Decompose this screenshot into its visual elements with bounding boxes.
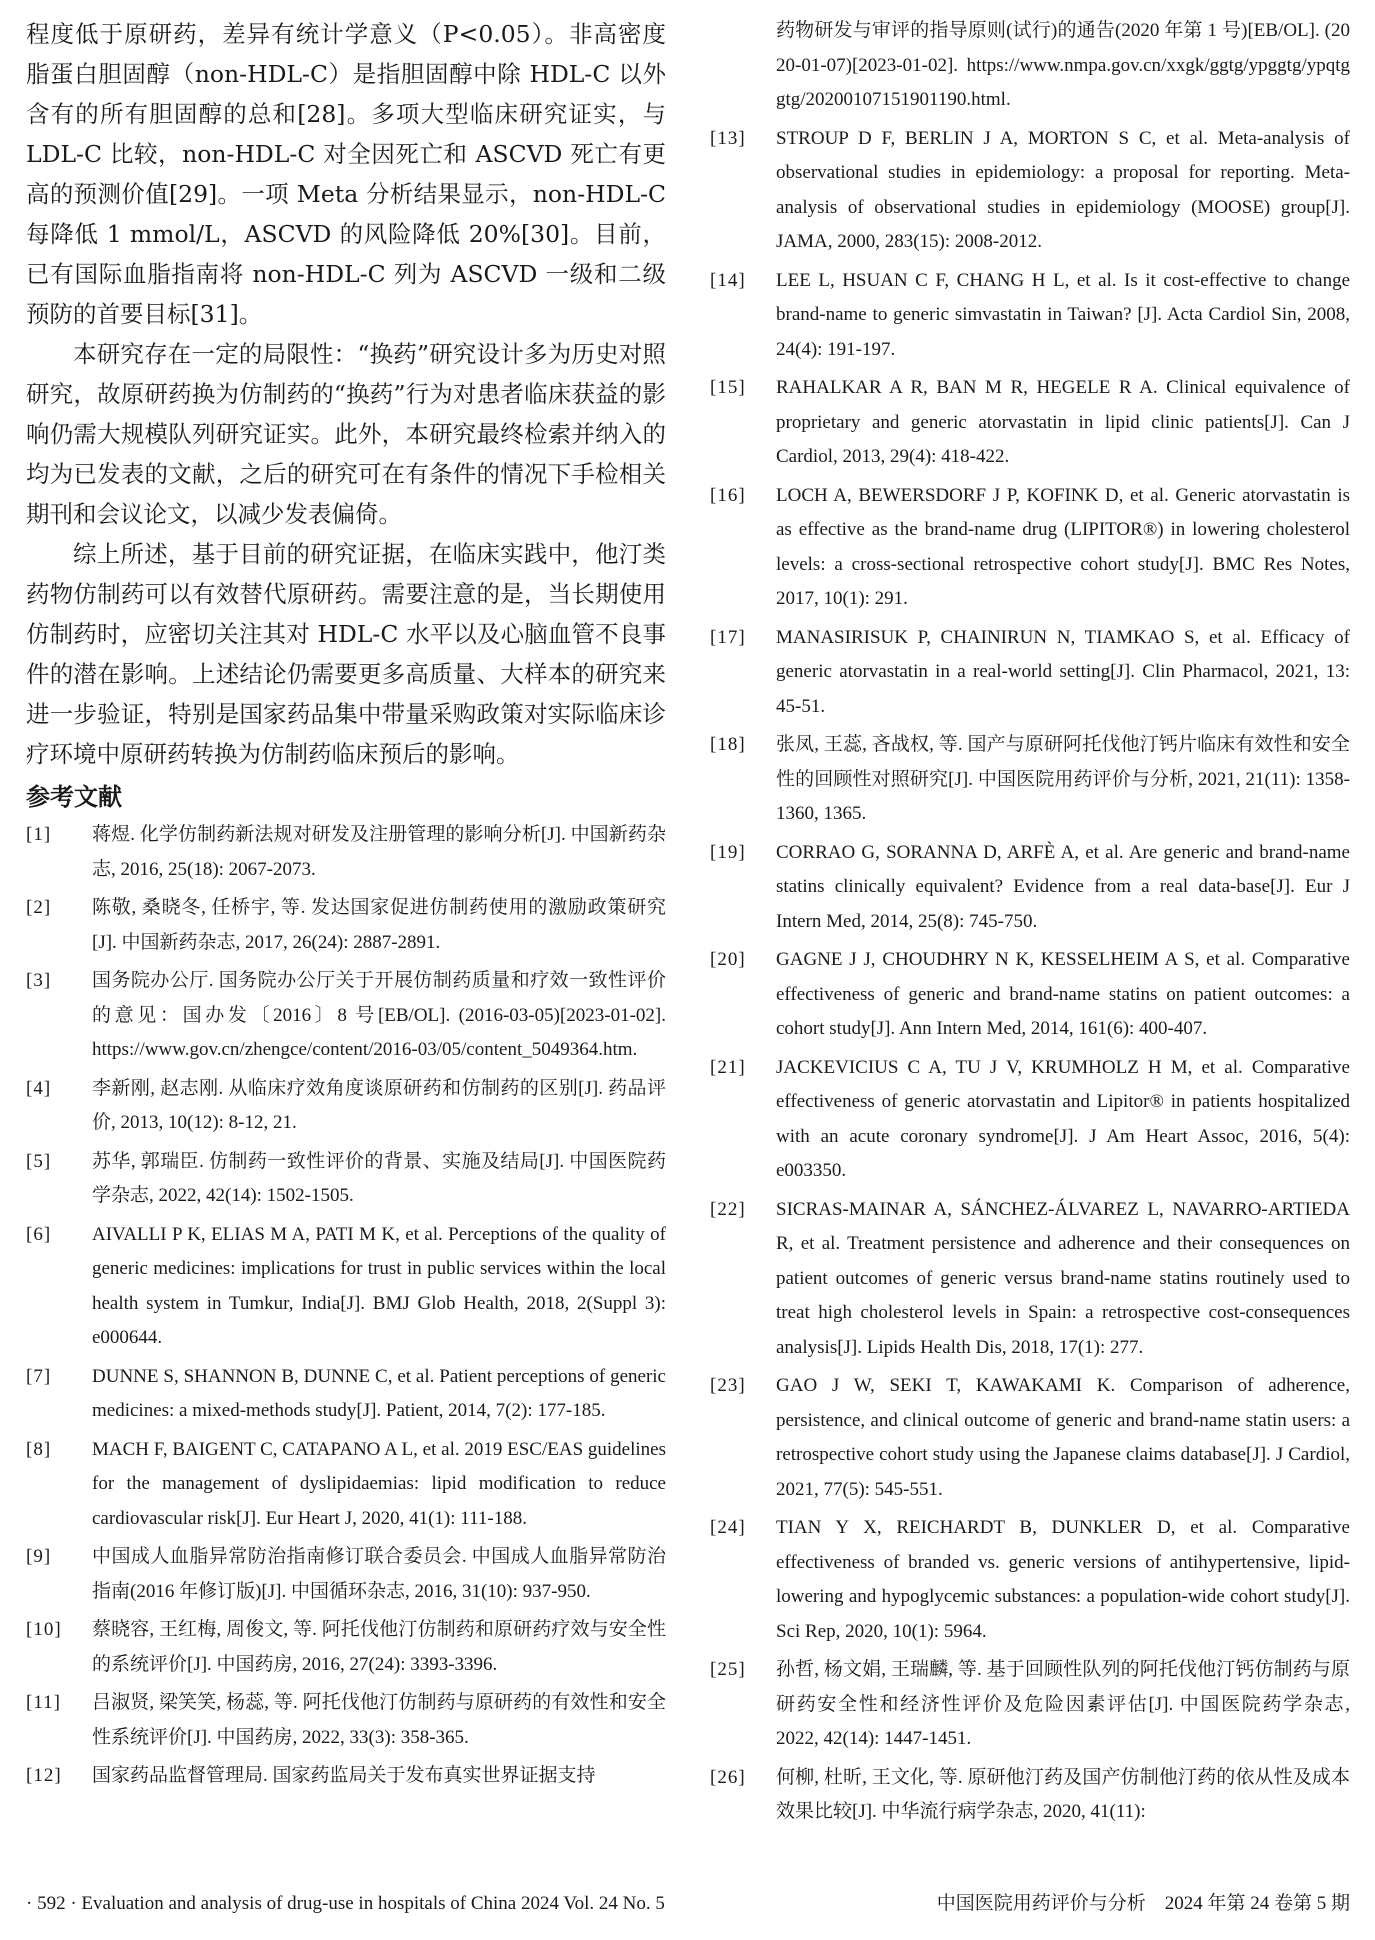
reference-number: [9] [26, 1546, 52, 1567]
reference-item [26, 1759, 666, 1794]
reference-number: [23] [710, 1375, 746, 1396]
reference-item [710, 122, 1350, 260]
reference-text: SICRAS-MAINAR A, SÁNCHEZ-ÁLVAREZ L, NAVARRO-ARTIEDA R, et al. Treatment persistence and adherence and their consequences on patient outcomes of generic versus brand-name statins routinely used to treat high cholesterol levels in Spain: a retrospective cost-consequences analysis[J]. Lipids Health Dis, 2018, 17(1): 277. [776, 1198, 1350, 1358]
reference-number: [15] [710, 377, 746, 398]
reference-item [26, 1360, 666, 1429]
reference-item [710, 479, 1350, 617]
reference-number: [21] [710, 1056, 746, 1078]
page-footer [26, 1888, 1350, 1920]
reference-number: [24] [710, 1517, 746, 1538]
reference-number: [6] [26, 1223, 52, 1245]
reference-text: 孙哲, 杨文娟, 王瑞麟, 等. 基于回顾性队列的阿托伐他汀钙仿制药与原研药安全性和经济性评价及危险因素评估[J]. 中国医院药学杂志, 2022, 42(14): 1447-1451. [776, 1659, 1350, 1749]
reference-item [710, 1193, 1350, 1366]
reference-text: LEE L, HSUAN C F, CHANG H L, et al. Is it cost-effective to change brand-name to generic simvastatin in Taiwan? [J]. Acta Cardiol Sin, 2008, 24(4): 191-197. [776, 269, 1350, 360]
reference-number: [8] [26, 1438, 52, 1460]
reference-number: [19] [710, 841, 746, 863]
reference-text: 何柳, 杜昕, 王文化, 等. 原研他汀药及国产仿制他汀药的依从性及成本效果比较[J]. 中华流行病学杂志, 2020, 41(11): [776, 1766, 1350, 1822]
reference-text: JACKEVICIUS C A, TU J V, KRUMHOLZ H M, et al. Comparative effectiveness of generic atorvastatin and Lipitor® in patients hospitalized with an acute coronary syndrome[J]. J Am Heart Assoc, 2016, 5(4): e003350. [776, 1056, 1350, 1181]
reference-item [710, 836, 1350, 940]
reference-number: [11] [26, 1692, 61, 1713]
reference-text: 吕淑贤, 梁笑笑, 杨蕊, 等. 阿托伐他汀仿制药与原研药的有效性和安全性系统评价[J]. 中国药房, 2022, 33(3): 358-365. [92, 1692, 666, 1748]
reference-list-right [710, 122, 1350, 1830]
reference-number: [22] [710, 1198, 746, 1220]
reference-item [26, 1613, 666, 1682]
reference-item [26, 1072, 666, 1141]
reference-text: 蔡晓容, 王红梅, 周俊文, 等. 阿托伐他汀仿制药和原研药疗效与安全性的系统评价[J]. 中国药房, 2016, 27(24): 3393-3396. [92, 1619, 666, 1675]
reference-number: [16] [710, 484, 746, 506]
reference-item [26, 1540, 666, 1609]
reference-item [710, 264, 1350, 368]
reference-text: CORRAO G, SORANNA D, ARFÈ A, et al. Are generic and brand-name statins clinically equivalent? Evidence from a real data-base[J]. Eur J Intern Med, 2014, 25(8): 745-750. [776, 841, 1350, 932]
reference-number: [12] [26, 1765, 62, 1786]
right-column [710, 14, 1350, 1834]
reference-item [26, 891, 666, 960]
reference-item [26, 1218, 666, 1356]
reference-list-left [26, 818, 666, 1794]
reference-item [26, 1686, 666, 1755]
reference-number: [20] [710, 949, 746, 970]
reference-number: [18] [710, 734, 746, 755]
body-paragraph-1: 程度低于原研药，差异有统计学意义（P<0.05）。非高密度脂蛋白胆固醇（non-HDL-C）是指胆固醇中除 HDL-C 以外含有的所有胆固醇的总和[28]。多项大型临床研究证实，与 LDL-C 比较，non-HDL-C 对全因死亡和 ASCVD 死亡有更高的预测价值[29]。一项 Meta 分析结果显示，non-HDL-C 每降低 1 mmol/L，ASCVD 的风险降低 20%[30]。目前，已有国际血脂指南将 non-HDL-C 列为 ASCVD 一级和二级预防的首要目标[31]。 [26, 20, 666, 328]
reference-item [710, 371, 1350, 475]
reference-text: TIAN Y X, REICHARDT B, DUNKLER D, et al. Comparative effectiveness of branded vs. generic versions of antihypertensive, lipid-lowering and hypoglycemic substances: a population-wide cohort study[J]. Sci Rep, 2020, 10(1): 5964. [776, 1517, 1350, 1642]
reference-item [26, 1433, 666, 1537]
reference-number: [4] [26, 1077, 52, 1099]
reference-text: GAO J W, SEKI T, KAWAKAMI K. Comparison of adherence, persistence, and clinical outcome of generic and brand-name statin users: a retrospective cohort study using the Japanese claims database[J]. J Cardiol, 2021, 77(5): 545-551. [776, 1375, 1350, 1500]
reference-item [26, 818, 666, 887]
reference-number: [5] [26, 1150, 52, 1172]
reference-text: 蒋煜. 化学仿制药新法规对研发及注册管理的影响分析[J]. 中国新药杂志, 2016, 25(18): 2067-2073. [92, 824, 666, 880]
reference-item [26, 964, 666, 1068]
reference-number: [14] [710, 269, 746, 291]
reference-text: 中国成人血脂异常防治指南修订联合委员会. 中国成人血脂异常防治指南(2016 年修订版)[J]. 中国循环杂志, 2016, 31(10): 937-950. [92, 1546, 666, 1602]
reference-item [710, 1051, 1350, 1189]
reference-text: RAHALKAR A R, BAN M R, HEGELE R A. Clinical equivalence of proprietary and generic atorvastatin in lipid clinic patients[J]. Can J Cardiol, 2013, 29(4): 418-422. [776, 377, 1350, 467]
reference-text: 张凤, 王蕊, 吝战权, 等. 国产与原研阿托伐他汀钙片临床有效性和安全性的回顾性对照研究[J]. 中国医院用药评价与分析, 2021, 21(11): 1358-1360, 1365. [776, 734, 1350, 824]
references-heading: 参考文献 [26, 783, 122, 811]
footer-journal-english: · 592 · Evaluation and analysis of drug-use in hospitals of China 2024 Vol. 24 No. 5 [26, 1893, 665, 1914]
reference-item [710, 943, 1350, 1047]
reference-item [710, 1369, 1350, 1507]
body-paragraph-2: 本研究存在一定的局限性：“换药”研究设计多为历史对照研究，故原研药换为仿制药的“换药”行为对患者临床获益的影响仍需大规模队列研究证实。此外，本研究最终检索并纳入的均为已发表的文献，之后的研究可在有条件的情况下手检相关期刊和会议论文，以减少发表偏倚。 [26, 340, 666, 528]
reference-12-continuation: 药物研发与审评的指导原则(试行)的通告(2020 年第 1 号)[EB/OL]. (2020-01-07)[2023-01-02]. https://www.nmpa.gov.cn/xxgk/ggtg/ypggtg/ypqtggtg/20200107151901190.html. [776, 20, 1350, 110]
body-paragraph-3: 综上所述，基于目前的研究证据，在临床实践中，他汀类药物仿制药可以有效替代原研药。需要注意的是，当长期使用仿制药时，应密切关注其对 HDL-C 水平以及心脑血管不良事件的潜在影响。上述结论仍需要更多高质量、大样本的研究来进一步验证，特别是国家药品集中带量采购政策对实际临床诊疗环境中原研药转换为仿制药临床预后的影响。 [26, 540, 666, 768]
reference-text: 苏华, 郭瑞臣. 仿制药一致性评价的背景、实施及结局[J]. 中国医院药学杂志, 2022, 42(14): 1502-1505. [92, 1150, 666, 1206]
reference-text: 李新刚, 赵志刚. 从临床疗效角度谈原研药和仿制药的区别[J]. 药品评价, 2013, 10(12): 8-12, 21. [92, 1077, 666, 1133]
reference-item [710, 1511, 1350, 1649]
reference-number: [1] [26, 824, 52, 845]
reference-number: [13] [710, 127, 746, 149]
reference-item [710, 621, 1350, 725]
footer-journal-chinese: 中国医院用药评价与分析 2024 年第 24 卷第 5 期 [936, 1893, 1350, 1914]
reference-number: [2] [26, 897, 52, 918]
reference-item [710, 728, 1350, 832]
reference-text: MACH F, BAIGENT C, CATAPANO A L, et al. 2019 ESC/EAS guidelines for the management of dyslipidaemias: lipid modification to reduce cardiovascular risk[J]. Eur Heart J, 2020, 41(1): 111-188. [92, 1438, 666, 1529]
reference-number: [26] [710, 1766, 746, 1788]
left-column [26, 14, 666, 1798]
reference-text: STROUP D F, BERLIN J A, MORTON S C, et al. Meta-analysis of observational studies in epidemiology: a proposal for reporting. Meta-analysis of observational studies in epidemiology (MOOSE) group[J]. JAMA, 2000, 283(15): 2008-2012. [776, 127, 1350, 252]
reference-text: 国务院办公厅. 国务院办公厅关于开展仿制药质量和疗效一致性评价的意见：国办发〔2016〕8 号[EB/OL]. (2016-03-05)[2023-01-02]. https://www.gov.cn/zhengce/content/2016-03/05/content_5049364.htm. [92, 970, 666, 1060]
reference-text: MANASIRISUK P, CHAINIRUN N, TIAMKAO S, et al. Efficacy of generic atorvastatin in a real-world setting[J]. Clin Pharmacol, 2021, 13: 45-51. [776, 626, 1350, 717]
reference-number: [17] [710, 626, 746, 648]
reference-text: LOCH A, BEWERSDORF J P, KOFINK D, et al. Generic atorvastatin is as effective as the brand-name drug (LIPITOR®) in lowering cholesterol levels: a cross-sectional retrospective cohort study[J]. BMC Res Notes, 2017, 10(1): 291. [776, 484, 1350, 609]
reference-number: [10] [26, 1619, 62, 1640]
reference-item [710, 1761, 1350, 1830]
reference-item [26, 1145, 666, 1214]
reference-item [710, 1653, 1350, 1757]
reference-text: DUNNE S, SHANNON B, DUNNE C, et al. Patient perceptions of generic medicines: a mixed-methods study[J]. Patient, 2014, 7(2): 177-185. [92, 1365, 666, 1421]
reference-text: 国家药品监督管理局. 国家药监局关于发布真实世界证据支持 [92, 1765, 596, 1786]
reference-text: 陈敬, 桑晓冬, 任桥宇, 等. 发达国家促进仿制药使用的激励政策研究[J]. 中国新药杂志, 2017, 26(24): 2887-2891. [92, 897, 666, 953]
reference-text: AIVALLI P K, ELIAS M A, PATI M K, et al. Perceptions of the quality of generic medicines: implications for trust in public services within the local health system in Tumkur, India[J]. BMJ Glob Health, 2018, 2(Suppl 3): e000644. [92, 1223, 666, 1348]
reference-text: GAGNE J J, CHOUDHRY N K, KESSELHEIM A S, et al. Comparative effectiveness of generic and brand-name statins on patient outcomes: a cohort study[J]. Ann Intern Med, 2014, 161(6): 400-407. [776, 949, 1350, 1039]
reference-number: [7] [26, 1365, 52, 1387]
reference-number: [3] [26, 970, 52, 991]
reference-number: [25] [710, 1659, 746, 1680]
